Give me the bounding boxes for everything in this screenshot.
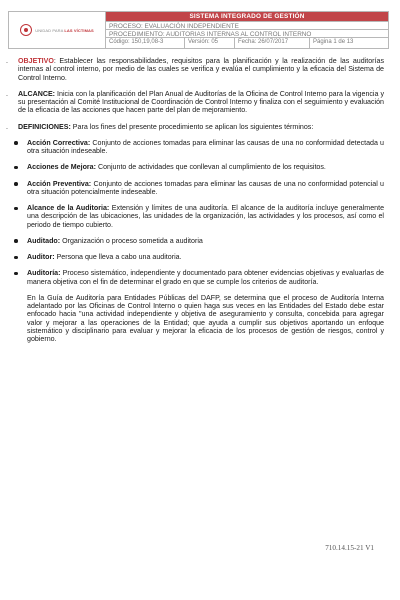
- procedure-label: PROCEDIMIENTO: AUDITORIAS INTERNAS AL CONTROL INTERNO: [106, 29, 388, 37]
- section-definiciones: [0, 123, 400, 131]
- document-code: Código: 150,19,08-3: [106, 38, 185, 48]
- logo: [9, 12, 106, 48]
- logo-icon: [20, 24, 32, 36]
- definition-item: [0, 163, 400, 171]
- section-marker: .: [6, 89, 8, 98]
- logo-prefix: UNIDAD PARA: [35, 27, 64, 33]
- section-text-objetivo: : Establecer las responsabilidades, requisitos para la planificación y la realización de las auditorías internas al control interno, por medio de las cuales se verifica y evalúa el cumplimiento y la eficacia del Sistema de Control Interno.: [18, 57, 384, 82]
- definition-text: Extensión y límites de una auditoría. El alcance de la auditoría incluye generalmente una descripción de las ubicaciones, las unidades de la organización, las actividades y los procesos, así como el periodo de tiempo cubierto.: [27, 204, 385, 229]
- definition-text: Conjunto de acciones tomadas para eliminar las causas de una no conformidad potencial u otra situación potencialmente indeseable.: [27, 179, 384, 196]
- definition-term: Alcance de la Auditoria:: [27, 204, 110, 212]
- definition-term: Acción Preventiva:: [27, 179, 92, 188]
- process-label: PROCESO: EVALUACIÓN INDEPENDIENTE: [106, 21, 388, 29]
- definition-item: [0, 204, 400, 229]
- definition-text: Persona que lleva a cabo una auditoria.: [54, 253, 182, 261]
- document-version: Versión: 05: [185, 38, 235, 48]
- definition-term: Acción Correctiva:: [27, 138, 91, 147]
- definition-term: Auditado:: [27, 236, 61, 245]
- definition-text: Conjunto de acciones tomadas para eliminar las causas de una no conformidad detectada u otra situación indeseable.: [27, 138, 385, 155]
- section-objetivo: [0, 57, 400, 82]
- section-keyword-objetivo: OBJETIVO: [18, 57, 54, 65]
- definition-item: [0, 269, 400, 286]
- definition-item: [0, 180, 400, 197]
- section-marker: .: [6, 57, 8, 65]
- header-meta-row: [106, 37, 388, 48]
- section-text-alcance: Inicia con la planificación del Plan Anual de Auditorías de la Oficina de Control Interno para la vigencia y su presentación al Comité Institucional de Coordinación de Control Interno y finaliza con el seguimiento y evaluación de la eficacia de las acciones que hacen parte del plan de mejoramiento.: [18, 89, 384, 115]
- system-title: SISTEMA INTEGRADO DE GESTIÓN: [106, 12, 388, 21]
- definition-term: Acciones de Mejora:: [27, 163, 96, 172]
- definition-item: [0, 237, 400, 245]
- logo-bold: LAS VÍCTIMAS: [64, 27, 94, 33]
- definition-text: Proceso sistemático, independiente y documentado para obtener evidencias objetivas y evaluarlas de manera objetiva con el fin de determinar el grado en que se cumple los criterios de auditoría.: [27, 269, 384, 286]
- section-keyword-definiciones: DEFINICIONES:: [18, 122, 71, 131]
- document-date: Fecha: 26/07/2017: [235, 38, 310, 48]
- header-info: [106, 12, 388, 48]
- logo-text: [35, 28, 94, 33]
- definition-term: Auditoría:: [27, 269, 61, 278]
- page-number: Página 1 de 13: [313, 39, 354, 46]
- section-alcance: [0, 90, 400, 115]
- document-header: [8, 11, 389, 49]
- section-text-definiciones: Para los fines del presente procedimiento se aplican los siguientes términos:: [70, 122, 314, 131]
- document-body: [0, 57, 400, 343]
- section-marker: .: [6, 122, 8, 131]
- definition-text: Conjunto de actividades que conllevan al cumplimiento de los requisitos.: [96, 163, 326, 172]
- definition-term: Auditor:: [27, 253, 55, 261]
- closing-paragraph: En la Guía de Auditoría para Entidades Públicas del DAFP, se determina que el proceso de Auditoría Interna adelantado por las Oficinas de Control Interno o quien haga sus veces en las Entidades del Estado debe estar enfocado hacia "una actividad independiente y objetiva de aseguramiento y consulta, concebida para agregar valor y mejorar a las operaciones de la Entidad; que ayuda a cumplir sus objetivos aportando un enfoque sistemático y disciplinario para evaluar y mejorar la eficacia de los procesos de gestión de riesgos, control y gobierno.: [27, 293, 384, 343]
- definition-text: Organización o proceso sometida a auditoria: [60, 236, 203, 245]
- definition-item: [0, 253, 400, 261]
- definition-item: [0, 139, 400, 156]
- footer-code: 710.14.15-21 V1: [325, 544, 374, 552]
- section-keyword-alcance: ALCANCE:: [18, 89, 56, 98]
